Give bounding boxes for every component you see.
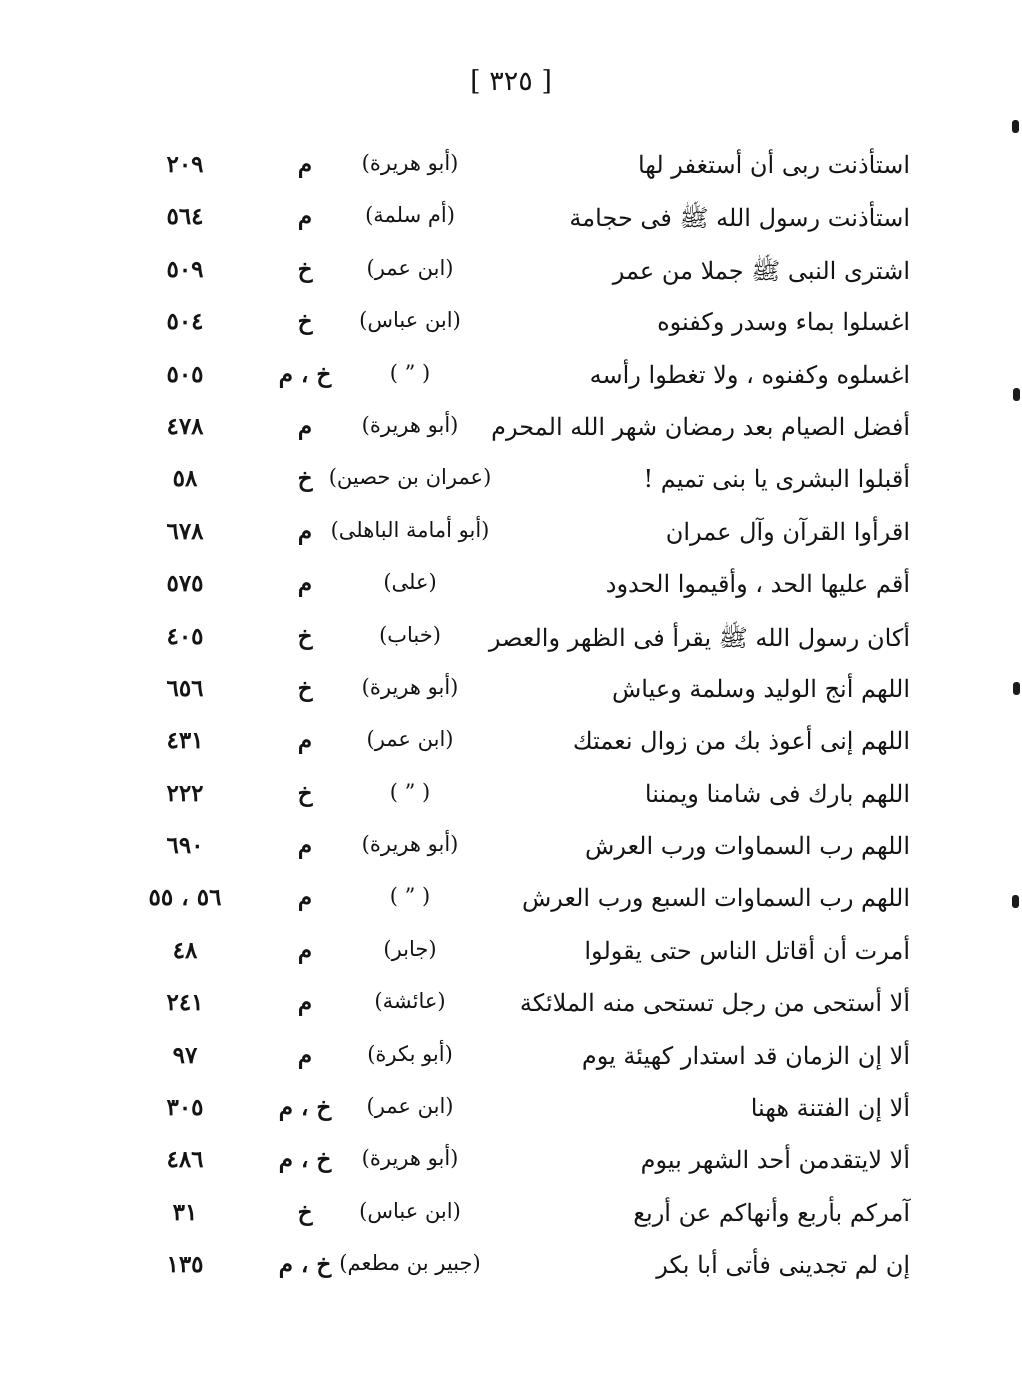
reference-number: ٥٧٥: [166, 570, 204, 598]
reference-number: ٥٠٥: [166, 360, 204, 388]
source-code: م: [297, 884, 313, 912]
reference-number: ٦٧٨: [166, 517, 204, 545]
narrator: (ابن عمر): [366, 1094, 454, 1119]
source-code: م: [297, 1041, 313, 1069]
reference-number: ٤٨: [172, 936, 198, 964]
source-code: م: [297, 570, 313, 598]
reference-number: ٤٠٥: [166, 622, 204, 650]
hadith-text: اغسلوا بماء وسدر وكفنوه: [657, 308, 910, 337]
reference-number: ٤٣١: [166, 727, 204, 755]
source-code: خ: [297, 308, 313, 336]
hadith-text: آمركم بأربع وأنهاكم عن أربع: [633, 1198, 910, 1227]
hadith-text: أقم عليها الحد ، وأقيموا الحدود: [605, 570, 910, 599]
reference-number: ٥٠٤: [166, 308, 204, 336]
source-code: م: [297, 727, 313, 755]
reference-number: ٤٨٦: [166, 1146, 204, 1174]
reference-number: ٩٧: [172, 1041, 198, 1069]
hadith-text: إن لم تجدينى فأتى أبا بكر: [656, 1251, 910, 1280]
hadith-text: أمرت أن أقاتل الناس حتى يقولوا: [584, 936, 910, 965]
narrator: (أبو هريرة): [361, 674, 459, 699]
index-row: [150, 1193, 910, 1245]
hadith-text: ألا لايتقدمن أحد الشهر بيوم: [640, 1146, 910, 1175]
hadith-text: استأذنت رسول الله ﷺ فى حجامة: [569, 204, 910, 233]
narrator: (عمران بن حصين): [328, 465, 492, 490]
narrator: (أبو هريرة): [361, 832, 459, 857]
margin-mark: [1013, 682, 1020, 695]
reference-number: ٦٥٦: [166, 674, 204, 702]
index-row: [150, 878, 910, 930]
hadith-index-table: [150, 145, 910, 1298]
narrator: (جابر): [383, 936, 437, 961]
index-row: [150, 826, 910, 878]
index-row: [150, 669, 910, 721]
index-row: [150, 250, 910, 302]
narrator: (أبو أمامة الباهلى): [330, 517, 490, 542]
source-code: خ: [297, 255, 313, 283]
source-code: خ: [297, 674, 313, 702]
source-code: خ: [297, 1198, 313, 1226]
index-row: [150, 407, 910, 459]
margin-mark: [1012, 120, 1019, 133]
hadith-text: اللهم رب السماوات السبع ورب العرش: [522, 884, 910, 913]
index-row: [150, 931, 910, 983]
source-code: م: [297, 151, 313, 178]
reference-number: ٥٨: [172, 465, 198, 493]
reference-number: ٥٦ ، ٥٥: [148, 884, 222, 912]
hadith-text: أفضل الصيام بعد رمضان شهر الله المحرم: [491, 412, 910, 441]
reference-number: ٢٠٩: [166, 151, 204, 178]
narrator: ( ” ): [389, 779, 431, 804]
narrator: (ابن عباس): [359, 1198, 461, 1223]
narrator: (ابن عباس): [359, 308, 461, 333]
narrator: (ابن عمر): [366, 255, 454, 280]
margin-mark: [1013, 388, 1020, 401]
source-code: م: [297, 203, 313, 231]
index-row: [150, 1245, 910, 1297]
hadith-text: اللهم رب السماوات ورب العرش: [585, 832, 910, 861]
hadith-text: اشترى النبى ﷺ جملا من عمر: [612, 256, 910, 285]
source-code: م: [297, 412, 313, 440]
narrator: (أبو هريرة): [361, 151, 459, 175]
index-row: [150, 512, 910, 564]
margin-mark: [1012, 895, 1019, 908]
hadith-text: ألا إن الفتنة ههنا: [750, 1094, 910, 1123]
narrator: (أبو بكرة): [367, 1041, 453, 1066]
reference-number: ٦٩٠: [166, 832, 204, 860]
hadith-text: اللهم إنى أعوذ بك من زوال نعمتك: [572, 727, 910, 756]
reference-number: ٣٠٥: [166, 1094, 204, 1122]
reference-number: ٥٠٩: [166, 255, 204, 283]
index-row: [150, 1036, 910, 1088]
hadith-text: اللهم أنج الوليد وسلمة وعياش: [612, 674, 910, 703]
narrator: (أبو هريرة): [361, 1146, 459, 1171]
index-row: [150, 302, 910, 354]
source-code: م: [297, 832, 313, 860]
narrator: (عائشة): [374, 989, 446, 1014]
source-code: خ: [297, 779, 313, 807]
hadith-text: اقرأوا القرآن وآل عمران: [665, 517, 910, 546]
narrator: (أم سلمة): [365, 203, 455, 228]
index-row: [150, 983, 910, 1035]
index-row: [150, 197, 910, 249]
index-row: [150, 355, 910, 407]
hadith-text: اللهم بارك فى شامنا ويمننا: [644, 779, 910, 808]
reference-number: ٥٦٤: [166, 203, 204, 231]
source-code: خ ، م: [278, 1094, 332, 1122]
narrator: ( ” ): [389, 360, 431, 385]
narrator: (ابن عمر): [366, 727, 454, 752]
source-code: خ: [297, 465, 313, 493]
narrator: (خباب): [379, 622, 441, 647]
hadith-text: ألا أستحى من رجل تستحى منه الملائكة: [519, 989, 910, 1018]
source-code: خ: [297, 622, 313, 650]
reference-number: ٤٧٨: [166, 412, 204, 440]
hadith-text: اغسلوه وكفنوه ، ولا تغطوا رأسه: [589, 360, 910, 389]
source-code: خ ، م: [278, 1146, 332, 1174]
hadith-text: ألا إن الزمان قد استدار كهيئة يوم: [581, 1041, 910, 1070]
narrator: (أبو هريرة): [361, 412, 459, 437]
index-row: [150, 617, 910, 669]
source-code: م: [297, 989, 313, 1017]
source-code: م: [297, 517, 313, 545]
source-code: خ ، م: [278, 1251, 332, 1279]
index-row: [150, 564, 910, 616]
reference-number: ٣١: [172, 1198, 198, 1226]
reference-number: ١٣٥: [166, 1251, 204, 1279]
reference-number: ٢٢٢: [166, 779, 204, 807]
reference-number: ٢٤١: [166, 989, 204, 1017]
narrator: ( ” ): [389, 884, 431, 909]
narrator: (على): [383, 570, 437, 595]
source-code: خ ، م: [278, 360, 332, 388]
page-number: [ ٣٢٥ ]: [470, 66, 552, 97]
index-row: [150, 459, 910, 511]
narrator: (جبير بن مطعم): [339, 1251, 481, 1276]
index-row: [150, 721, 910, 773]
index-row: [150, 1140, 910, 1192]
index-row: [150, 1088, 910, 1140]
hadith-text: أقبلوا البشرى يا بنى تميم !: [643, 465, 910, 494]
hadith-text: استأذنت ربى أن أستغفر لها: [637, 151, 910, 179]
hadith-text: أكان رسول الله ﷺ يقرأ فى الظهر والعصر: [488, 623, 910, 652]
source-code: م: [297, 936, 313, 964]
index-row: [150, 145, 910, 197]
index-row: [150, 774, 910, 826]
